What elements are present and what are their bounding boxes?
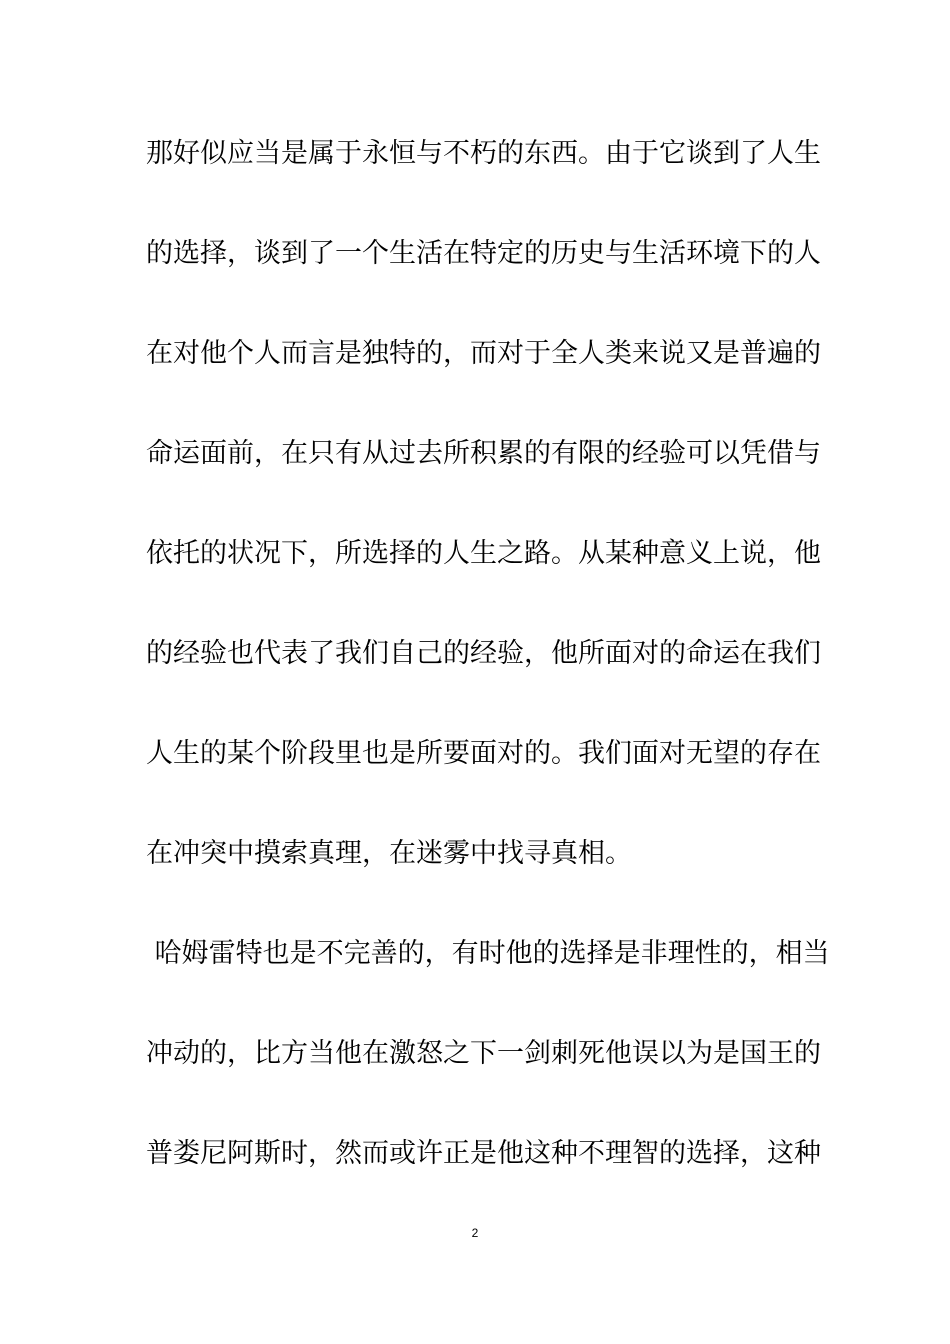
text-line: 在对他个人而言是独特的，而对于全人类来说又是普遍的	[146, 338, 821, 369]
text-line: 的选择，谈到了一个生活在特定的历史与生活环境下的人	[146, 238, 821, 269]
text-line: 命运面前，在只有从过去所积累的有限的经验可以凭借与	[146, 438, 821, 469]
text-line: 依托的状况下，所选择的人生之路。从某种意义上说，他	[146, 538, 821, 569]
text-line: 在冲突中摸索真理，在迷雾中找寻真相。	[146, 838, 632, 869]
text-line: 人生的某个阶段里也是所要面对的。我们面对无望的存在	[146, 738, 821, 769]
body-text	[146, 126, 830, 1226]
text-line: 冲动的，比方当他在激怒之下一剑刺死他误以为是国王的	[146, 1038, 821, 1069]
page-number: 2	[471, 1226, 479, 1240]
text-line: 的经验也代表了我们自己的经验，他所面对的命运在我们	[146, 638, 821, 669]
text-line: 普娄尼阿斯时，然而或许正是他这种不理智的选择，这种	[146, 1138, 821, 1169]
text-line: 那好似应当是属于永恒与不朽的东西。由于它谈到了人生	[146, 138, 821, 169]
text-line: 哈姆雷特也是不完善的，有时他的选择是非理性的，相当	[146, 938, 830, 969]
